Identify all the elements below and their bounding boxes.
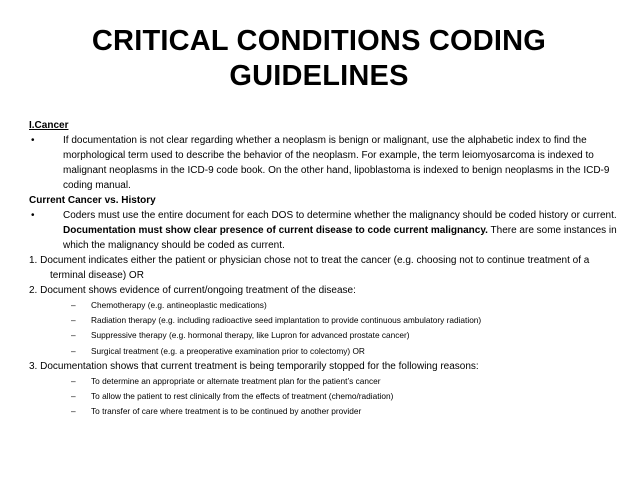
numbered-item-3: 3. Documentation shows that current treatment is being temporarily stopped for the following reasons:	[29, 360, 479, 372]
title-line-2: GUIDELINES	[229, 60, 409, 92]
bullet-icon: •	[31, 210, 35, 221]
sub-item-text: Chemotherapy (e.g. antineoplastic medications)	[91, 300, 267, 310]
slide-body	[29, 118, 619, 419]
sub-item	[29, 404, 619, 419]
dash-icon: –	[71, 391, 76, 402]
sub-item	[29, 298, 619, 313]
sub-item-text: To determine an appropriate or alternate treatment plan for the patient’s cancer	[91, 375, 381, 386]
dash-icon: –	[71, 330, 76, 341]
sub-item	[29, 374, 619, 389]
dash-icon: –	[71, 345, 76, 356]
dash-icon: –	[71, 406, 76, 417]
numbered-item-2: 2. Document shows evidence of current/ongoing treatment of the disease:	[29, 285, 356, 296]
sub-item	[29, 328, 619, 343]
bullet-icon: •	[31, 135, 35, 146]
numbered-list	[29, 253, 619, 419]
bullet-item	[29, 133, 619, 193]
bullet-item	[29, 208, 619, 253]
bullet-text-part-1: Coders must use the entire document for each DOS to determine whether the malignancy should be coded history or current.	[63, 210, 617, 221]
sub-item	[29, 313, 619, 328]
slide-title	[0, 24, 638, 94]
dash-icon: –	[71, 315, 76, 326]
sub-item	[29, 389, 619, 404]
sub-item-text: To transfer of care where treatment is to be continued by another provider	[91, 406, 362, 417]
bullet-text-bold: Documentation must show clear presence of current disease to code current malignancy.	[63, 225, 488, 236]
numbered-item-1: 1. Document indicates either the patient or physician chose not to treat the cancer (e.g. choosing not to continue treatment of a terminal disease) OR	[29, 255, 590, 281]
dash-icon: –	[71, 375, 76, 386]
sub-item-text: To allow the patient to rest clinically from the effects of treatment (chemo/radiation)	[91, 391, 394, 402]
sub-item-text: Surgical treatment (e.g. a preoperative examination prior to colectomy) OR	[91, 345, 365, 356]
title-line-1: CRITICAL CONDITIONS CODING	[91, 25, 547, 57]
sub-item	[29, 344, 619, 359]
sub-item-text: Radiation therapy (e.g. including radioactive seed implantation to provide continuous ambulatory radiation)	[91, 315, 482, 326]
dash-icon: –	[71, 300, 76, 310]
bullet-text-part-2: There are some instances in which the malignancy should be coded as current.	[63, 225, 617, 251]
section-heading-cancer: I.Cancer	[29, 120, 69, 131]
section-heading-current-vs-history: Current Cancer vs. History	[29, 195, 156, 206]
sub-item-text: Suppressive therapy (e.g. hormonal therapy, like Lupron for advanced prostate cancer)	[91, 330, 410, 341]
bullet-text: If documentation is not clear regarding whether a neoplasm is benign or malignant, use the alphabetic index to find the morphological term used to describe the behavior of the neoplasm. For example, the term leiomyosarcoma is indexed to malignant neoplasms in the ICD-9 code book. On the other hand, lipoblastoma is indexed to benign neoplasms in the ICD-9 coding manual.	[63, 135, 610, 191]
